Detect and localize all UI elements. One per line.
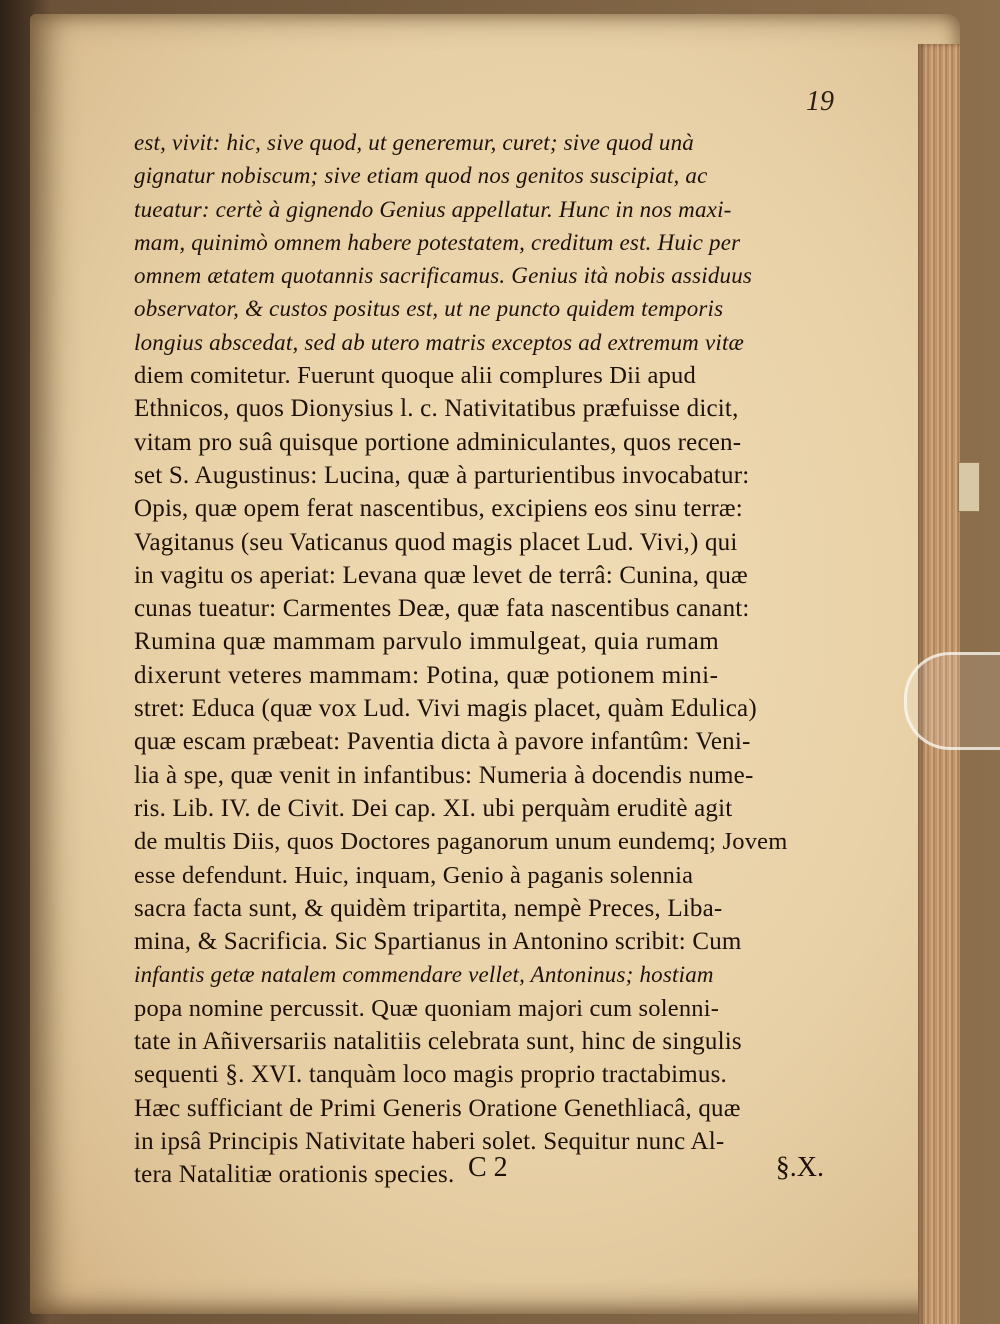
text-line: Rumina quæ mammam parvulo immulgeat, quia rumam — [134, 628, 720, 656]
text-line: popa nomine percussit. Quæ quoniam majori cum solenni- — [134, 994, 720, 1022]
text-line: in ipsâ Principis Nativitate haberi solet. Sequitur nunc Al- — [134, 1127, 725, 1155]
text-line: sacra facta sunt, & quidèm tripartita, nempè Preces, Liba- — [134, 894, 723, 922]
text-line: esse defendunt. Huic, inquam, Genio à paganis solennia — [134, 861, 694, 889]
page-footer — [134, 1152, 824, 1192]
text-line: longius abscedat, sed ab utero matris exceptos ad extremum vitæ — [134, 329, 745, 355]
text-line: diem comitetur. Fuerunt quoque alii complures Dii apud — [134, 362, 696, 390]
text-line: cunas tueatur: Carmentes Deæ, quæ fata nascentibus canant: — [134, 595, 750, 623]
text-line: dixerunt veteres mammam: Potina, quæ potionem mini- — [134, 661, 719, 689]
text-line: Opis, quæ opem ferat nascentibus, excipiens eos sinu terræ: — [134, 495, 743, 523]
signature-mark: C 2 — [468, 1152, 508, 1183]
text-line: Hæc sufficiant de Primi Generis Oratione Genethliacâ, quæ — [134, 1094, 741, 1122]
text-line: Ethnicos, quos Dionysius l. c. Nativitatibus præfuisse dicit, — [134, 395, 739, 423]
text-line: lia à spe, quæ venit in infantibus: Numeria à docendis nume- — [134, 761, 754, 789]
text-line: omnem ætatem quotannis sacrificamus. Genius ità nobis assiduus — [134, 263, 753, 289]
plastic-page-clip — [904, 652, 1000, 750]
text-line: in vagitu os aperiat: Levana quæ levet de terrâ: Cunina, quæ — [134, 561, 748, 589]
page-tab-marker — [958, 462, 980, 512]
text-line: mam, quinimò omnem habere potestatem, creditum est. Huic per — [134, 229, 741, 255]
text-line: ris. Lib. IV. de Civit. Dei cap. XI. ubi perquàm eruditè agit — [134, 794, 733, 822]
book-page — [30, 14, 960, 1314]
text-line: de multis Diis, quos Doctores paganorum unum eundemq; Jovem — [134, 828, 788, 856]
page-number: 19 — [806, 86, 834, 117]
text-line: mina, & Sacrificia. Sic Spartianus in Antonino scribit: Cum — [134, 928, 742, 956]
text-line: stret: Educa (quæ vox Lud. Vivi magis placet, quàm Edulica) — [134, 695, 757, 723]
text-line: observator, & custos positus est, ut ne puncto quidem temporis — [134, 296, 724, 322]
text-line: infantis getæ natalem commendare vellet, Antoninus; hostiam — [134, 962, 714, 988]
text-line: gignatur nobiscum; sive etiam quod nos genitos suscipiat, ac — [134, 163, 708, 189]
text-line: Vagitanus (seu Vaticanus quod magis placet Lud. Vivi,) qui — [134, 528, 738, 556]
page-body-text — [134, 126, 834, 1192]
text-line: tueatur: certè à gignendo Genius appellatur. Hunc in nos maxi- — [134, 196, 732, 222]
catchword: §.X. — [775, 1152, 824, 1183]
text-line: set S. Augustinus: Lucina, quæ à parturientibus invocabatur: — [134, 461, 750, 489]
text-line: sequenti §. XVI. tanquàm loco magis proprio tractabimus. — [134, 1061, 728, 1089]
text-line: tera Natalitiæ orationis species. — [134, 1161, 455, 1189]
text-line: vitam pro suâ quisque portione adminiculantes, quos recen- — [134, 428, 742, 456]
text-line: est, vivit: hic, sive quod, ut generemur, curet; sive quod unà — [134, 130, 694, 155]
text-line: tate in Añiversariis natalitiis celebrata sunt, hinc de singulis — [134, 1028, 742, 1056]
text-line: quæ escam præbeat: Paventia dicta à pavore infantûm: Veni- — [134, 728, 751, 756]
